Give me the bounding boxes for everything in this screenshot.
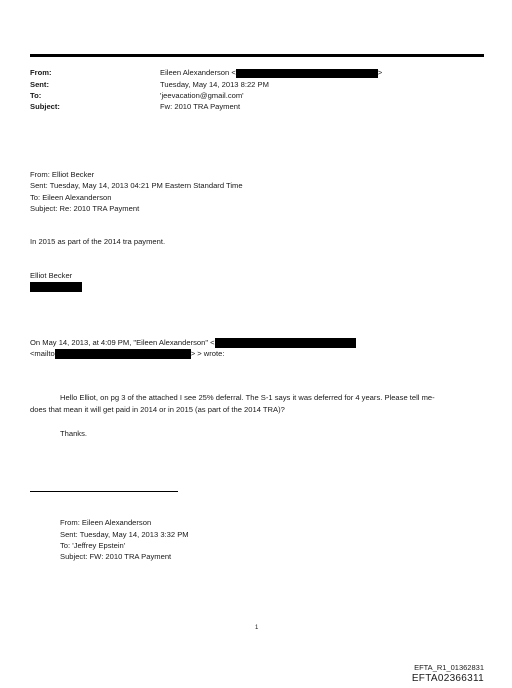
fwd1-to: To: Eileen Alexanderson: [30, 193, 112, 202]
mailto-end: > > wrote:: [190, 349, 225, 358]
header-rule: [30, 54, 484, 57]
fwd2-subject: Subject: FW: 2010 TRA Payment: [60, 552, 172, 561]
fwd2-from: From: Eileen Alexanderson: [60, 518, 152, 527]
fwd1-from: From: Elliot Becker: [30, 170, 95, 179]
mailto-start: <mailto: [30, 349, 55, 358]
reply-body: In 2015 as part of the 2014 tra payment.: [30, 237, 166, 246]
from-name: Eileen Alexanderson <: [160, 68, 236, 77]
redaction-block: [55, 349, 191, 359]
redaction-block: [236, 69, 378, 78]
fwd2-to: To: 'Jeffrey Epstein': [60, 541, 126, 550]
from-label: From:: [30, 68, 52, 77]
subject-value: Fw: 2010 TRA Payment: [160, 102, 241, 111]
page-number: 1: [255, 625, 259, 631]
signature-redaction: [30, 282, 82, 292]
quote-attribution: On May 14, 2013, at 4:09 PM, "Eileen Alexanderson" <: [30, 338, 215, 347]
to-value: 'jeevacation@gmail.com': [160, 91, 244, 100]
sent-label: Sent:: [30, 80, 49, 89]
subject-label: Subject:: [30, 102, 60, 111]
separator-line: [30, 491, 178, 492]
message-line1: Hello Elliot, on pg 3 of the attached I see 25% deferral. The S-1 says it was deferred for 4 years. Please tell me-: [60, 393, 435, 402]
fwd2-sent: Sent: Tuesday, May 14, 2013 3:32 PM: [60, 530, 189, 539]
message-line2: does that mean it will get paid in 2014 or in 2015 (as part of the 2014 TRA)?: [30, 405, 285, 414]
footer-id-1: EFTA_R1_01362831: [414, 663, 484, 672]
redaction-block: [215, 338, 356, 348]
message-thanks: Thanks.: [60, 429, 88, 438]
fwd1-subject: Subject: Re: 2010 TRA Payment: [30, 204, 140, 213]
from-value: [160, 68, 382, 78]
quote-line2: [30, 349, 224, 359]
fwd1-sent: Sent: Tuesday, May 14, 2013 04:21 PM Eastern Standard Time: [30, 181, 243, 190]
sent-value: Tuesday, May 14, 2013 8:22 PM: [160, 80, 269, 89]
footer-id-2: EFTA02366311: [411, 673, 484, 684]
quote-line1: [30, 338, 356, 348]
signature-name: Elliot Becker: [30, 271, 73, 280]
to-label: To:: [30, 91, 42, 100]
from-close: >: [377, 68, 383, 77]
